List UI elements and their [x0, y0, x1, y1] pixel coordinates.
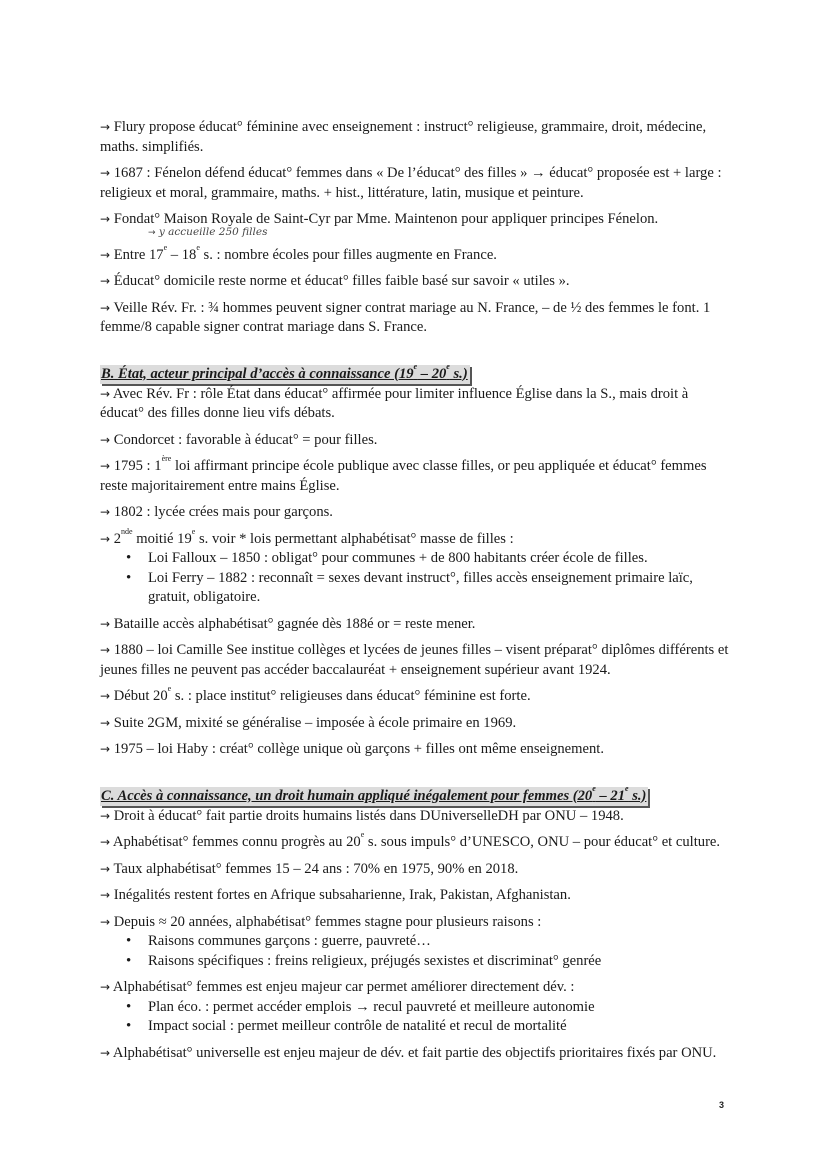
paragraph-home-education: → Éducat° domicile reste norme et éducat° filles faible basé sur savoir « utiles ». — [100, 273, 570, 289]
arrow-icon: → — [100, 888, 111, 902]
paragraph-1795: → 1795 : 1ère loi affirmant principe école publique avec classe filles, or peu appliquée et éducat° femmes reste majoritairement entre mains Église. — [100, 454, 707, 494]
paragraph-human-right: → Droit à éducat° fait partie droits humains listés dans DUniverselleDH par ONU – 1948. — [100, 807, 624, 824]
list-item: • Loi Falloux – 1850 : obligat° pour communes + de 800 habitants créer école de filles. — [148, 549, 730, 569]
arrow-icon: → — [100, 432, 111, 447]
arrow-icon: → — [100, 689, 111, 703]
section-heading-b: B. État, acteur principal d’accès à connaissance (19e – 20e s.) — [101, 361, 468, 382]
paragraph-revolution-state: → Avec Rév. Fr : rôle État dans éducat° affirmée pour limiter influence Église dans la S., mais droit à éducat° des filles donne lieu vifs débats. — [100, 385, 689, 421]
arrow-icon: → — [100, 505, 111, 519]
arrow-icon: → — [148, 227, 156, 238]
arrow-icon: → — [100, 166, 111, 180]
list-item: • Raisons spécifiques : freins religieux, préjugés sexistes et discriminat° genrée — [148, 952, 730, 972]
arrow-icon: → — [100, 212, 111, 226]
arrow-icon: → — [100, 274, 111, 288]
arrow-icon: → — [100, 861, 111, 876]
list-item: • Impact social : permet meilleur contrôle de natalité et recul de mortalité — [148, 1017, 730, 1037]
paragraph-second-half-19th: → 2nde moitié 19e s. voir * lois permettant alphabétisat° masse de filles : — [100, 526, 514, 547]
paragraph-unesco: → Aphabétisat° femmes connu progrès au 20e s. sous impuls° d’UNESCO, ONU – pour éducat° et culture. — [100, 830, 721, 850]
paragraph-17-18-century: → Entre 17e – 18e s. : nombre écoles pour filles augmente en France. — [100, 242, 497, 263]
arrow-icon: → — [100, 980, 111, 994]
document-page — [100, 118, 730, 1070]
arrow-icon: → — [100, 835, 111, 849]
paragraph-battle-literacy: → Bataille accès alphabétisat° gagnée dès 188é or = reste mener. — [100, 615, 476, 632]
page-number: 3 — [719, 1100, 725, 1110]
paragraph-fenelon: → 1687 : Fénelon défend éducat° femmes dans « De l’éducat° des filles » → éducat° proposée est + large : religieux et moral, grammaire, maths. + hist., littérature, latin, musique et peinture. — [100, 165, 722, 201]
arrow-icon: → — [100, 531, 111, 546]
list-item: • Plan éco. : permet accéder emplois → recul pauvreté et meilleure autonomie — [148, 998, 730, 1018]
list-item: • Loi Ferry – 1882 : reconnaît = sexes devant instruct°, filles accès enseignement primaire laïc, gratuit, obligatoire. — [148, 569, 730, 608]
paragraph-stagnation: → Depuis ≈ 20 années, alphabétisat° femmes stagne pour plusieurs raisons : — [100, 913, 542, 930]
paragraph-1802: → 1802 : lycée crées mais pour garçons. — [100, 504, 333, 520]
list-item: • Raisons communes garçons : guerre, pauvreté… — [148, 932, 730, 952]
handwritten-note: → y accueille 250 filles — [148, 225, 268, 238]
arrow-icon: → — [100, 808, 111, 823]
paragraph-universal-literacy: → Alphabétisat° universelle est enjeu majeur de dév. et fait partie des objectifs prioritaires fixés par ONU. — [100, 1044, 717, 1061]
bullet-list-impacts — [100, 998, 730, 1037]
arrow-icon: → — [100, 247, 111, 262]
arrow-icon: → — [100, 914, 111, 929]
bullet-list-laws — [100, 549, 730, 608]
arrow-icon: → — [100, 386, 111, 401]
arrow-icon: → — [100, 120, 111, 134]
arrow-icon: → — [100, 643, 111, 657]
paragraph-eve-revolution: → Veille Rév. Fr. : ¾ hommes peuvent signer contrat mariage au N. France, – de ½ des femmes le font. 1 femme/8 capable signer contrat mariage dans S. France. — [100, 299, 711, 335]
paragraph-1975: → 1975 – loi Haby : créat° collège unique où garçons + filles ont même enseignement. — [100, 741, 604, 757]
arrow-icon: → — [100, 715, 111, 730]
bullet-list-reasons — [100, 932, 730, 971]
paragraph-early-20th: → Début 20e s. : place institut° religieuses dans éducat° féminine est forte. — [100, 684, 531, 704]
arrow-icon: → — [100, 300, 111, 315]
paragraph-post-ww2: → Suite 2GM, mixité se généralise – imposée à école primaire en 1969. — [100, 714, 517, 731]
paragraph-inequalities: → Inégalités restent fortes en Afrique subsaharienne, Irak, Pakistan, Afghanistan. — [100, 887, 571, 903]
paragraph-literacy-rate: → Taux alphabétisat° femmes 15 – 24 ans : 70% en 1975, 90% en 2018. — [100, 860, 519, 877]
arrow-icon: → — [100, 459, 111, 473]
arrow-icon: → — [100, 742, 111, 756]
paragraph-saint-cyr: → Fondat° Maison Royale de Saint-Cyr par Mme. Maintenon pour appliquer principes Fénelon. — [100, 211, 659, 227]
paragraph-flury: → Flury propose éducat° féminine avec enseignement : instruct° religieuse, grammaire, droit, médecine, maths. simplifiés. — [100, 119, 707, 155]
arrow-icon: → — [100, 1045, 111, 1060]
paragraph-major-stake: → Alphabétisat° femmes est enjeu majeur car permet améliorer directement dév. : — [100, 979, 575, 995]
arrow-icon: → — [100, 616, 111, 631]
paragraph-condorcet: → Condorcet : favorable à éducat° = pour filles. — [100, 431, 378, 448]
paragraph-1880: → 1880 – loi Camille See institue collèges et lycées de jeunes filles – visent préparat° diplômes différents et jeunes filles ne peuvent pas accéder baccalauréat + enseignement supérieur avant 1924. — [100, 642, 729, 678]
section-heading-c: C. Accès à connaissance, un droit humain appliqué inégalement pour femmes (20e – 21e s.) — [101, 783, 647, 804]
